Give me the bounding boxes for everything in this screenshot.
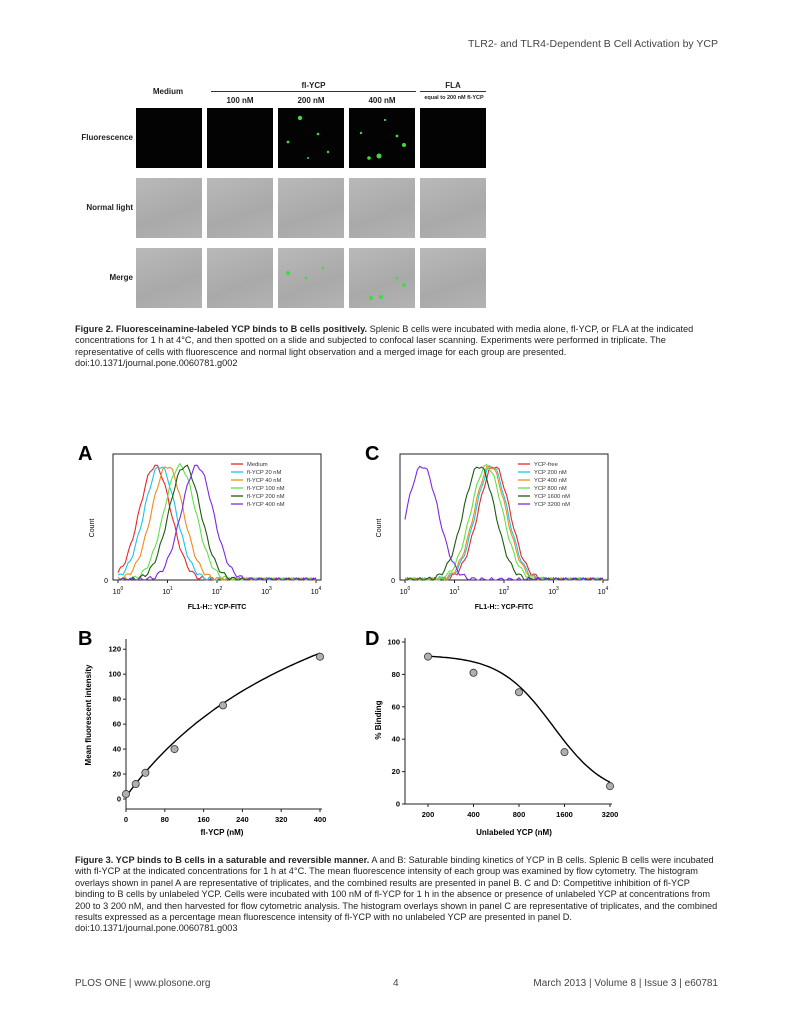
figure-2-caption-body: Splenic B cells were incubated with media alone, fl-YCP, or FLA at the indicated concentrations for 1 h at 4°C, and then spotted on a slide and subjected to confocal laser scanning. Experiments were performed in triplicate. The representative of cells with fluorescence and normal light observation and a merged image for each group are presented. bbox=[75, 324, 694, 357]
col-header-fla: FLA bbox=[445, 81, 461, 90]
histogram-chart-c bbox=[376, 454, 609, 611]
xtick-b-4: 320 bbox=[274, 815, 288, 824]
ytick-d-4: 80 bbox=[391, 669, 400, 679]
fluorescence-fla-image bbox=[420, 108, 486, 168]
ytick-d-5: 100 bbox=[387, 637, 400, 647]
xtick-a-1: $10^1$ bbox=[162, 586, 173, 596]
legend-label-c-2: YCP 400 nM bbox=[534, 478, 567, 484]
ytick-b-3: 60 bbox=[112, 719, 121, 729]
legend-label-a-4: fl-YCP 200 nM bbox=[247, 494, 285, 500]
fluorescence-100nm-image bbox=[207, 108, 273, 168]
ytick-b-5: 100 bbox=[108, 669, 121, 679]
figure-3-charts bbox=[0, 430, 793, 850]
point-b-5 bbox=[316, 653, 323, 660]
row-label-fluorescence: Fluorescence bbox=[81, 133, 133, 142]
ylabel-a: Count bbox=[89, 518, 96, 538]
ytick-b-1: 20 bbox=[112, 769, 121, 779]
fl-ycp-bracket bbox=[211, 91, 416, 92]
point-d-2 bbox=[515, 689, 522, 696]
running-header: TLR2- and TLR4-Dependent B Cell Activation by YCP bbox=[468, 38, 718, 50]
figure-3-caption-body: A and B: Saturable binding kinetics of YCP in B cells. Splenic B cells were incubated with fl-YCP at the indicated concentrations for 1 h at 4°C. The mean fluorescence intensity of each group was examined by flow cytometry. The histogram overlays shown in panel A are representative of triplicates, and the combined results are presented in panel B. C and D: Competitive inhibition of fl-YCP binding to B cells by unlabeled YCP. Cells were incubated with 100 nM of fl-YCP for 1 h in the absence or presence of unlabeled YCP at concentrations from 200 to 3 200 nM, and then harvested for flow cytometric analysis. The histogram overlays shown in panel C are representative of triplicates, and the combined results expressed as a percentage mean fluorescence intensity of fl-YCP with no unlabeled YCP are presented in panel D. bbox=[75, 855, 718, 923]
xtick-a-0: $10^0$ bbox=[112, 586, 124, 596]
legend-label-c-5: YCP 3200 nM bbox=[534, 502, 570, 508]
series-line-c-0 bbox=[405, 467, 603, 580]
xlabel-b: fl-YCP (nM) bbox=[200, 828, 244, 837]
ylabel-d: % Binding bbox=[374, 700, 383, 740]
xtick-b-3: 240 bbox=[236, 815, 249, 824]
merge-200nm-image bbox=[278, 248, 344, 308]
xtick-c-4: $10^4$ bbox=[597, 586, 609, 596]
xtick-c-0: $10^0$ bbox=[399, 586, 411, 596]
ytick-b-6: 120 bbox=[108, 644, 121, 654]
figure-2-micrographs bbox=[75, 75, 505, 325]
point-b-1 bbox=[132, 780, 139, 787]
col-header-fl-ycp: fl-YCP bbox=[301, 81, 326, 90]
normal-light-medium-image bbox=[136, 178, 202, 238]
col-header-200nm: 200 nM bbox=[297, 96, 325, 105]
normal-light-200nm-image bbox=[278, 178, 344, 238]
figure-2-doi: doi:10.1371/journal.pone.0060781.g002 bbox=[75, 358, 238, 369]
ytick-b-2: 40 bbox=[112, 744, 121, 754]
point-b-2 bbox=[142, 769, 149, 776]
merge-medium-image bbox=[136, 248, 202, 308]
histogram-chart-a bbox=[89, 454, 322, 611]
footer-issue: March 2013 | Volume 8 | Issue 3 | e60781 bbox=[533, 978, 718, 989]
xtick-b-0: 0 bbox=[123, 815, 129, 824]
fluorescence-medium-image bbox=[136, 108, 202, 168]
legend-label-a-2: fl-YCP 40 nM bbox=[247, 478, 282, 484]
footer-page-number: 4 bbox=[393, 978, 399, 989]
legend-label-a-3: fl-YCP 100 nM bbox=[247, 486, 285, 492]
series-line-c-1 bbox=[405, 466, 603, 580]
xtick-c-3: $10^3$ bbox=[548, 586, 559, 596]
panel-letter-b: B bbox=[78, 628, 93, 650]
series-line-c-3 bbox=[405, 465, 603, 580]
legend-label-a-5: fl-YCP 400 nM bbox=[247, 502, 285, 508]
ytick-d-2: 40 bbox=[391, 734, 400, 744]
col-header-400nm: 400 nM bbox=[368, 96, 396, 105]
merge-400nm-image bbox=[349, 248, 415, 308]
panel-letter-c: C bbox=[365, 443, 380, 465]
series-line-a-1 bbox=[118, 467, 316, 580]
point-b-3 bbox=[171, 745, 178, 752]
figure-2-caption-title: Figure 2. Fluoresceinamine-labeled YCP binds to B cells positively. bbox=[75, 324, 368, 334]
series-line-c-4 bbox=[405, 467, 603, 580]
xtick-b-5: 400 bbox=[313, 815, 327, 824]
series-line-a-2 bbox=[118, 467, 316, 580]
point-b-4 bbox=[219, 702, 226, 709]
xtick-d-1: 400 bbox=[467, 810, 480, 819]
legend-label-a-0: Medium bbox=[247, 462, 268, 468]
ytick-b-0: 0 bbox=[116, 794, 121, 804]
normal-light-400nm-image bbox=[349, 178, 415, 238]
normal-light-100nm-image bbox=[207, 178, 273, 238]
merge-100nm-image bbox=[207, 248, 273, 308]
ytick-a-0: 0 bbox=[104, 578, 108, 585]
fluorescence-400nm-image bbox=[349, 108, 415, 168]
series-line-c-5 bbox=[405, 466, 603, 580]
xtick-b-1: 80 bbox=[160, 815, 169, 824]
col-header-medium: Medium bbox=[152, 87, 184, 96]
figure-3-caption bbox=[75, 855, 720, 935]
xtick-d-4: 3200 bbox=[601, 810, 619, 819]
fluorescence-200nm-image bbox=[278, 108, 344, 168]
xlabel-a: FL1-H:: YCP-FITC bbox=[187, 604, 247, 611]
scatter-chart-b bbox=[84, 639, 326, 837]
panel-letter-d: D bbox=[365, 628, 380, 650]
fit-curve-b bbox=[126, 653, 320, 796]
xtick-c-1: $10^1$ bbox=[449, 586, 460, 596]
ylabel-c: Count bbox=[376, 518, 383, 538]
ylabel-b: Mean fluorescent intensity bbox=[84, 664, 93, 766]
normal-light-fla-image bbox=[420, 178, 486, 238]
xtick-b-2: 160 bbox=[197, 815, 210, 824]
point-d-3 bbox=[561, 749, 568, 756]
series-line-c-2 bbox=[405, 466, 603, 580]
merge-fla-image bbox=[420, 248, 486, 308]
legend-label-c-3: YCP 800 nM bbox=[534, 486, 567, 492]
point-b-0 bbox=[122, 790, 129, 797]
series-line-a-5 bbox=[118, 465, 316, 580]
xtick-c-2: $10^2$ bbox=[498, 586, 510, 596]
xtick-d-3: 1600 bbox=[556, 810, 573, 819]
frame-a bbox=[113, 454, 321, 580]
ytick-d-1: 20 bbox=[391, 767, 400, 777]
footer-journal: PLOS ONE | www.plosone.org bbox=[75, 978, 211, 989]
fla-bracket bbox=[420, 91, 486, 92]
ytick-d-3: 60 bbox=[391, 702, 400, 712]
series-line-a-0 bbox=[118, 465, 316, 580]
point-d-4 bbox=[606, 783, 613, 790]
figure-3-doi: doi:10.1371/journal.pone.0060781.g003 bbox=[75, 923, 238, 934]
legend-label-c-1: YCP 200 nM bbox=[534, 470, 567, 476]
fit-curve-d bbox=[428, 656, 610, 782]
scatter-chart-d bbox=[374, 638, 618, 838]
series-line-a-3 bbox=[118, 464, 316, 580]
xtick-d-2: 800 bbox=[512, 810, 526, 819]
point-d-1 bbox=[470, 669, 477, 676]
xtick-d-0: 200 bbox=[421, 810, 435, 819]
row-label-normal-light: Normal light bbox=[86, 203, 133, 212]
legend-label-c-0: YCP-free bbox=[534, 462, 558, 468]
xtick-a-4: $10^4$ bbox=[310, 586, 322, 596]
legend-label-c-4: YCP 1600 nM bbox=[534, 494, 570, 500]
col-header-fla-sub: equal to 200 nM fl-YCP bbox=[424, 95, 484, 101]
series-line-a-4 bbox=[118, 465, 316, 580]
col-header-100nm: 100 nM bbox=[226, 96, 254, 105]
ytick-c-0: 0 bbox=[391, 578, 395, 585]
figure-2-caption bbox=[75, 324, 720, 370]
legend-label-a-1: fl-YCP 20 nM bbox=[247, 470, 282, 476]
xlabel-c: FL1-H:: YCP-FITC bbox=[474, 604, 534, 611]
ytick-d-0: 0 bbox=[395, 799, 400, 809]
xlabel-d: Unlabeled YCP (nM) bbox=[476, 828, 552, 837]
figure-3-caption-title: Figure 3. YCP binds to B cells in a saturable and reversible manner. bbox=[75, 855, 370, 865]
row-label-merge: Merge bbox=[109, 273, 133, 282]
xtick-a-3: $10^3$ bbox=[261, 586, 272, 596]
xtick-a-2: $10^2$ bbox=[211, 586, 223, 596]
ytick-b-4: 80 bbox=[112, 694, 121, 704]
point-d-0 bbox=[424, 653, 431, 660]
panel-letter-a: A bbox=[78, 443, 93, 465]
